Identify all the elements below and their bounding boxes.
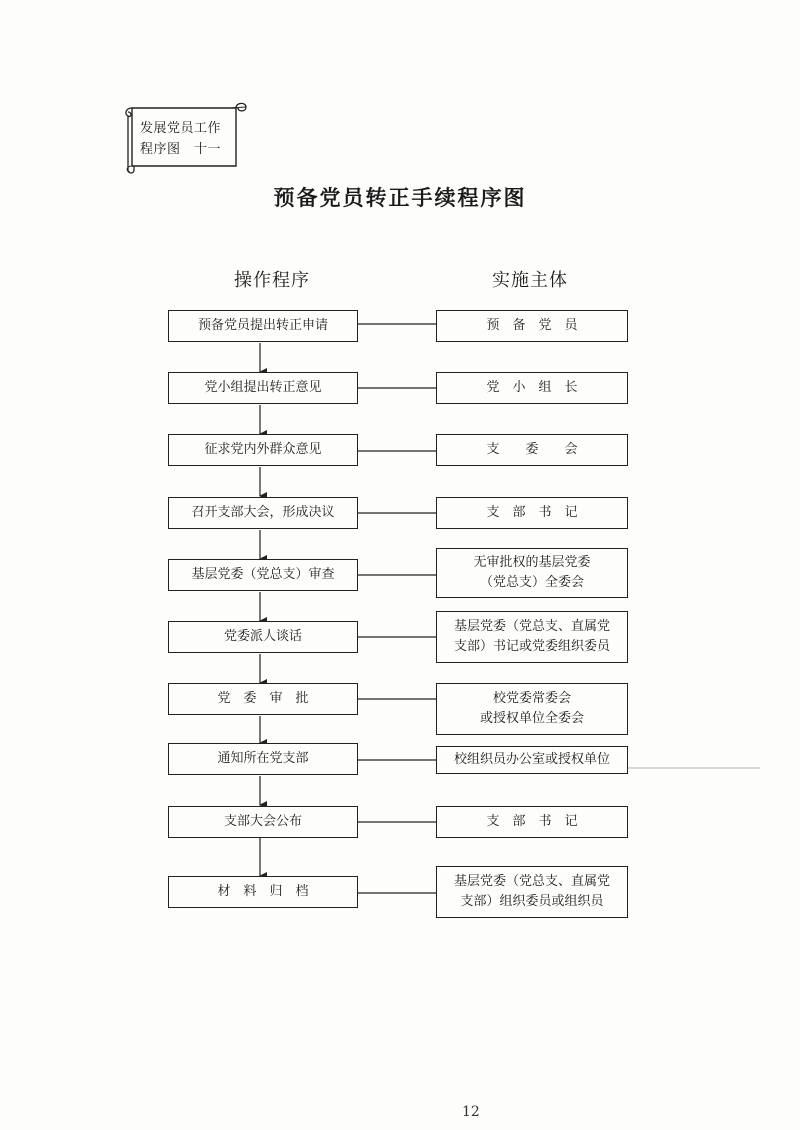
step-label: 征求党内外群众意见 [204, 442, 322, 457]
actor-box [436, 372, 628, 404]
step-box [168, 310, 358, 342]
step-box [168, 743, 358, 775]
step-box [168, 876, 358, 908]
step-box [168, 372, 358, 404]
step-label: 通知所在党支部 [217, 751, 309, 766]
actor-box [436, 611, 628, 663]
actor-line-1: 党 小 组 长 [486, 380, 578, 395]
step-label: 基层党委（党总支）审查 [191, 567, 335, 582]
step-label: 预备党员提出转正申请 [197, 318, 328, 333]
actor-box [436, 683, 628, 735]
actor-box [436, 497, 628, 529]
actor-box [436, 746, 628, 774]
step-box [168, 683, 358, 715]
actor-line-1: 支 部 书 记 [486, 505, 578, 520]
actor-box [436, 310, 628, 342]
step-label: 党小组提出转正意见 [204, 380, 322, 395]
header-procedure: 操作程序 [234, 270, 310, 291]
step-label: 支部大会公布 [223, 814, 302, 829]
actor-line-1: 校党委常委会 [492, 691, 571, 706]
actor-line-1: 校组织员办公室或授权单位 [453, 752, 610, 767]
step-label: 召开支部大会，形成决议 [191, 505, 335, 520]
actor-line-2: 或授权单位全委会 [479, 711, 584, 726]
step-box [168, 559, 358, 591]
label-line-1: 发展党员工作 [140, 121, 222, 136]
actor-line-1: 预 备 党 员 [486, 318, 578, 333]
actor-line-1: 基层党委（党总支、直属党 [453, 874, 610, 889]
actor-line-1: 基层党委（党总支、直属党 [453, 619, 610, 634]
step-box [168, 806, 358, 838]
actor-line-1: 无审批权的基层党委 [473, 555, 591, 570]
header-implementer: 实施主体 [492, 270, 568, 291]
actor-line-1: 支 委 会 [486, 442, 578, 457]
step-label: 党 委 审 批 [217, 691, 309, 706]
actor-box [436, 434, 628, 466]
label-line-2: 程序图 十一 [140, 142, 222, 157]
actor-line-2: 支部）书记或党委组织委员 [453, 639, 610, 654]
step-label: 党委派人谈话 [223, 629, 302, 644]
page-number: 12 [462, 1104, 480, 1120]
step-box [168, 434, 358, 466]
actor-box [436, 806, 628, 838]
actor-line-1: 支 部 书 记 [486, 814, 578, 829]
actor-box [436, 866, 628, 918]
step-label: 材 料 归 档 [217, 884, 309, 899]
page-title: 预备党员转正手续程序图 [273, 186, 527, 210]
step-box [168, 497, 358, 529]
step-box [168, 621, 358, 653]
actor-line-2: （党总支）全委会 [479, 575, 584, 590]
actor-line-2: 支部）组织委员或组织员 [460, 894, 604, 909]
actor-box [436, 548, 628, 598]
